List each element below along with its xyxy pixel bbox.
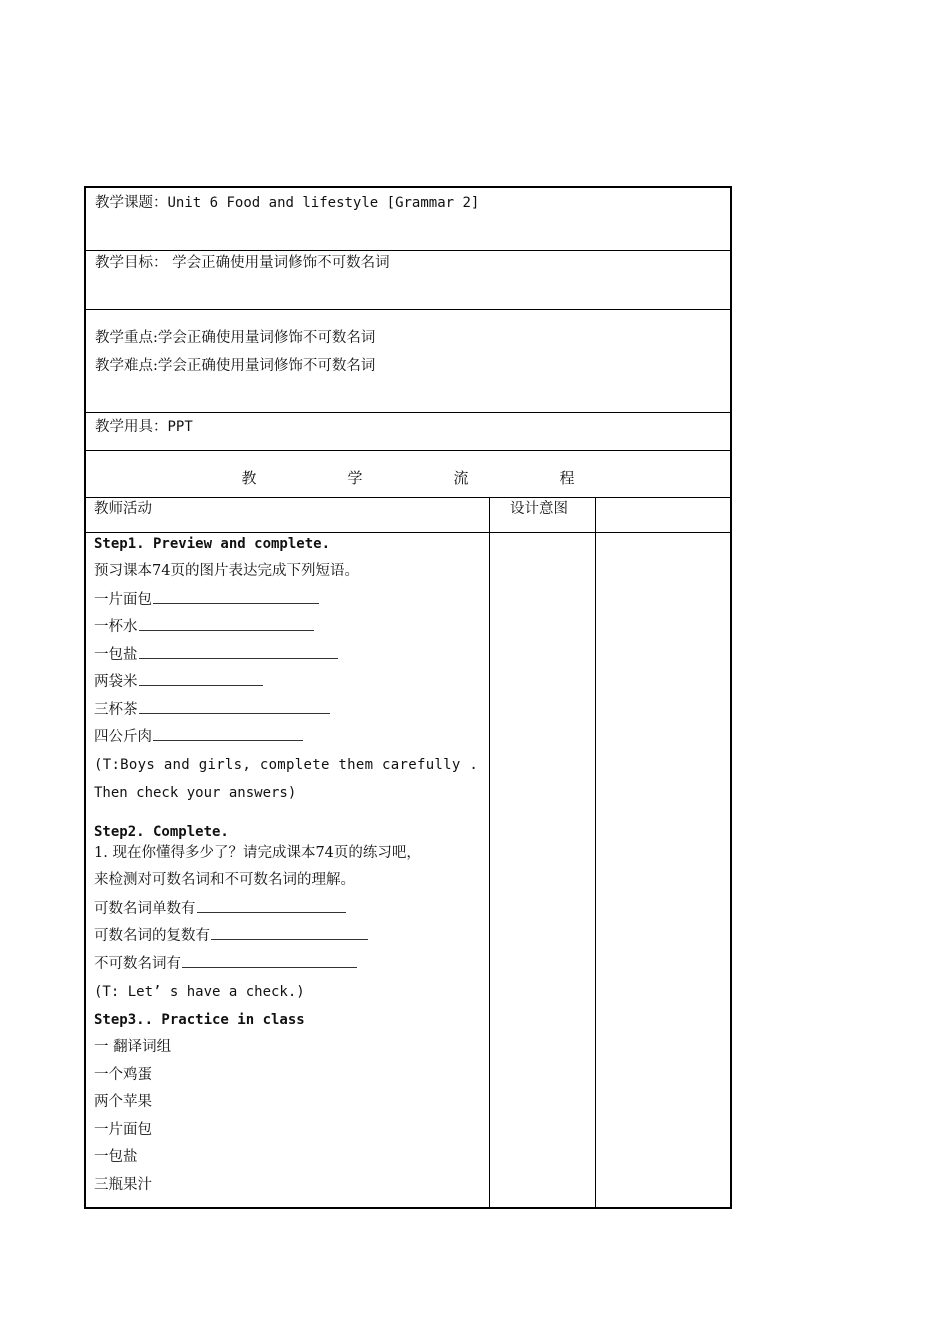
step3-item: 一片面包 <box>94 1122 152 1138</box>
flow-char: 学 <box>347 469 363 487</box>
topic <box>95 191 479 212</box>
flow-title-row <box>86 451 730 498</box>
flow-char: 教 <box>241 469 257 487</box>
step3-item: 一个鸡蛋 <box>94 1067 152 1083</box>
flow-title <box>86 467 730 488</box>
step1-note: Then check your answers) <box>94 785 297 801</box>
step2-question: 1. 现在你懂得多少了？请完成课本74页的练习吧， <box>94 845 421 861</box>
extra-cell <box>596 533 730 1207</box>
step2-item: 可数名词的复数有 <box>94 925 368 946</box>
tools-label: 教学用具： <box>95 419 168 435</box>
step3-item: 一包盐 <box>94 1149 138 1165</box>
step1-item: 三杯茶 <box>94 699 330 720</box>
lesson-plan-table <box>84 186 732 1209</box>
goal: 教学目标： 学会正确使用量词修饰不可数名词 <box>95 255 390 271</box>
tools-row <box>86 413 730 451</box>
goal-row <box>86 251 730 310</box>
topic-value: Unit 6 Food and lifestyle [Grammar 2] <box>167 195 480 211</box>
teacher-activity-cell <box>86 533 490 1207</box>
step3-item: 三瓶果汁 <box>94 1177 152 1193</box>
step2-question: 来检测对可数名词和不可数名词的理解。 <box>94 872 355 888</box>
step1-item: 两袋米 <box>94 671 263 692</box>
step1-item: 一杯水 <box>94 616 314 637</box>
step1-note: (T:Boys and girls, complete them carefully . <box>94 757 479 773</box>
topic-label: 教学课题： <box>95 195 168 211</box>
step1-item: 一包盐 <box>94 644 338 665</box>
tools-value: PPT <box>167 419 193 435</box>
step3-subtitle: 一 翻译词组 <box>94 1039 172 1055</box>
step1-item: 一片面包 <box>94 589 319 610</box>
design-intent-cell <box>490 533 596 1207</box>
step3-item: 两个苹果 <box>94 1094 152 1110</box>
flow-char: 程 <box>559 469 575 487</box>
topic-row <box>86 188 730 251</box>
design-intent-header: 设计意图 <box>510 501 568 517</box>
content-row <box>86 533 730 1207</box>
column-header-row <box>86 498 730 533</box>
tools <box>95 415 193 436</box>
key-points-row <box>86 310 730 413</box>
step2-item: 不可数名词有 <box>94 953 357 974</box>
key-point: 教学重点:学会正确使用量词修饰不可数名词 <box>95 330 376 346</box>
difficulty: 教学难点:学会正确使用量词修饰不可数名词 <box>95 358 376 374</box>
step3-title: Step3.. Practice in class <box>94 1012 305 1028</box>
flow-char: 流 <box>453 469 469 487</box>
step1-intro: 预习课本74页的图片表达完成下列短语。 <box>94 563 359 579</box>
teacher-activity-header: 教师活动 <box>94 501 152 517</box>
step2-item: 可数名词单数有 <box>94 898 346 919</box>
step1-item: 四公斤肉 <box>94 726 303 747</box>
step2-title: Step2. Complete. <box>94 824 229 840</box>
step1-title: Step1. Preview and complete. <box>94 536 331 552</box>
step2-note: (T: Let’ s have a check.) <box>94 984 305 1000</box>
